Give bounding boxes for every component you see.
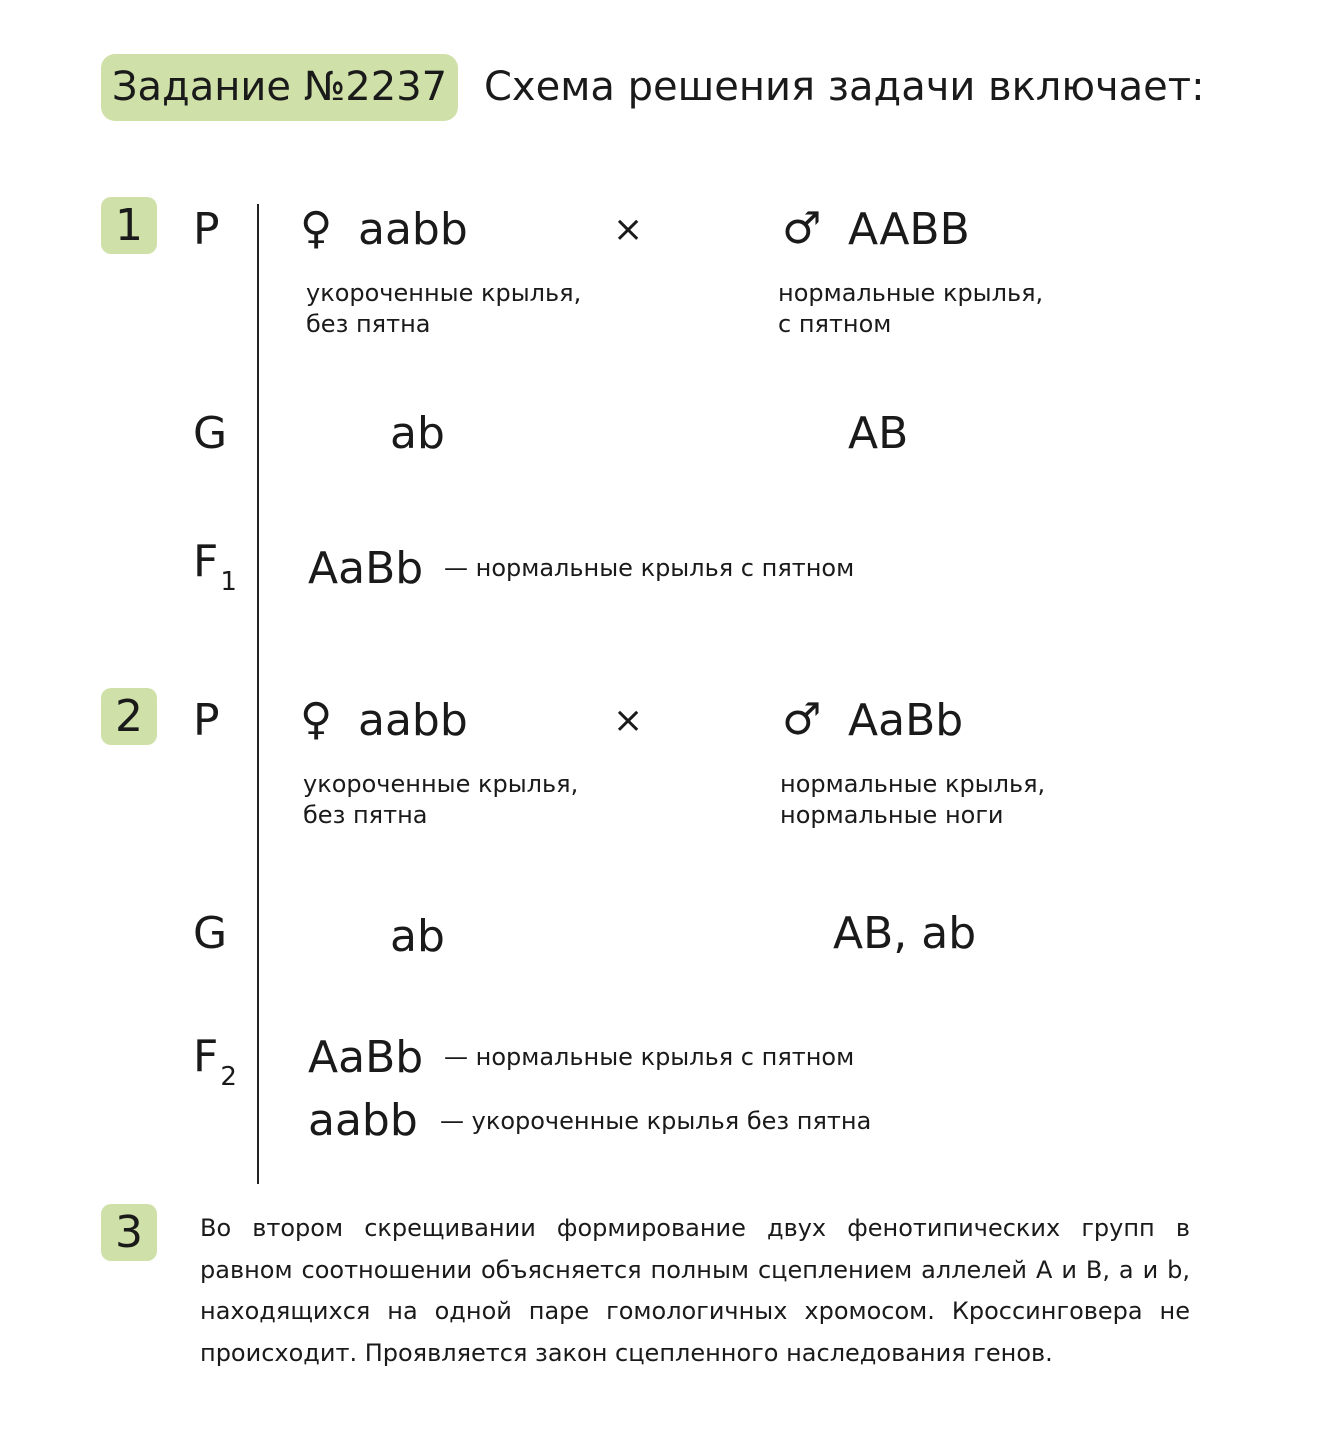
- step-1-male-phenotype-1: нормальные крылья,: [778, 279, 1044, 307]
- step-1-female-genotype: aabb: [358, 204, 468, 255]
- step-1-male-gametes: AB: [848, 408, 909, 459]
- step-1-male-phenotype-2: с пятном: [778, 310, 892, 338]
- step-2-female-phenotype-1: укороченные крылья,: [303, 770, 579, 798]
- step-2-male-gametes: AB, ab: [833, 908, 977, 959]
- step-1-female-gametes: ab: [390, 408, 445, 459]
- step-1-badge: 1: [101, 197, 157, 254]
- step-3-badge: 3: [101, 1204, 157, 1261]
- female-icon: ♀: [300, 694, 333, 745]
- page-title: Схема решения задачи включает:: [484, 64, 1205, 110]
- step-1-female-phenotype-1: укороченные крылья,: [306, 279, 582, 307]
- step-2-p-label: P: [193, 695, 220, 746]
- cross-icon: ×: [613, 209, 644, 250]
- step-1-g-label: G: [193, 408, 228, 459]
- step-1-male-genotype: AABB: [848, 204, 970, 255]
- scheme-divider: [257, 204, 259, 1184]
- step-1-offspring-genotype: AaBb: [308, 543, 424, 594]
- female-icon: ♀: [300, 203, 333, 254]
- step-3-explanation: Во втором скрещивании формирование двух фенотипических групп в равном соотношении объясняется полным сцеплением аллелей A и B, a и b, находящихся на одной паре гомологичных хромосом. Кроссинговера не происходит. Проявляется закон сцепленного наследования генов.: [200, 1214, 1190, 1367]
- step-2-badge: 2: [101, 688, 157, 745]
- step-2-male-genotype: AaBb: [848, 695, 964, 746]
- step-2-male-phenotype-2: нормальные ноги: [780, 801, 1004, 829]
- step-1-f-label: $F_1$: [193, 536, 237, 597]
- male-icon: ♂: [782, 694, 822, 745]
- step-2-female-genotype: aabb: [358, 695, 468, 746]
- step-2-female-phenotype-2: без пятна: [303, 801, 428, 829]
- step-1-female-phenotype-2: без пятна: [306, 310, 431, 338]
- step-1-offspring-phenotype: — нормальные крылья с пятном: [444, 554, 855, 582]
- step-2-f-label: $F_2$: [193, 1031, 237, 1092]
- step-2-offspring-2-genotype: aabb: [308, 1095, 418, 1146]
- cross-icon: ×: [613, 700, 644, 741]
- task-number: Задание №2237: [111, 64, 448, 110]
- step-2-offspring-1-phenotype: — нормальные крылья с пятном: [444, 1043, 855, 1071]
- male-icon: ♂: [782, 203, 822, 254]
- step-2-offspring-1-genotype: AaBb: [308, 1032, 424, 1083]
- step-2-male-phenotype-1: нормальные крылья,: [780, 770, 1046, 798]
- step-2-g-label: G: [193, 908, 228, 959]
- step-2-offspring-2-phenotype: — укороченные крылья без пятна: [440, 1107, 872, 1135]
- step-1-p-label: P: [193, 204, 220, 255]
- step-2-female-gametes: ab: [390, 911, 445, 962]
